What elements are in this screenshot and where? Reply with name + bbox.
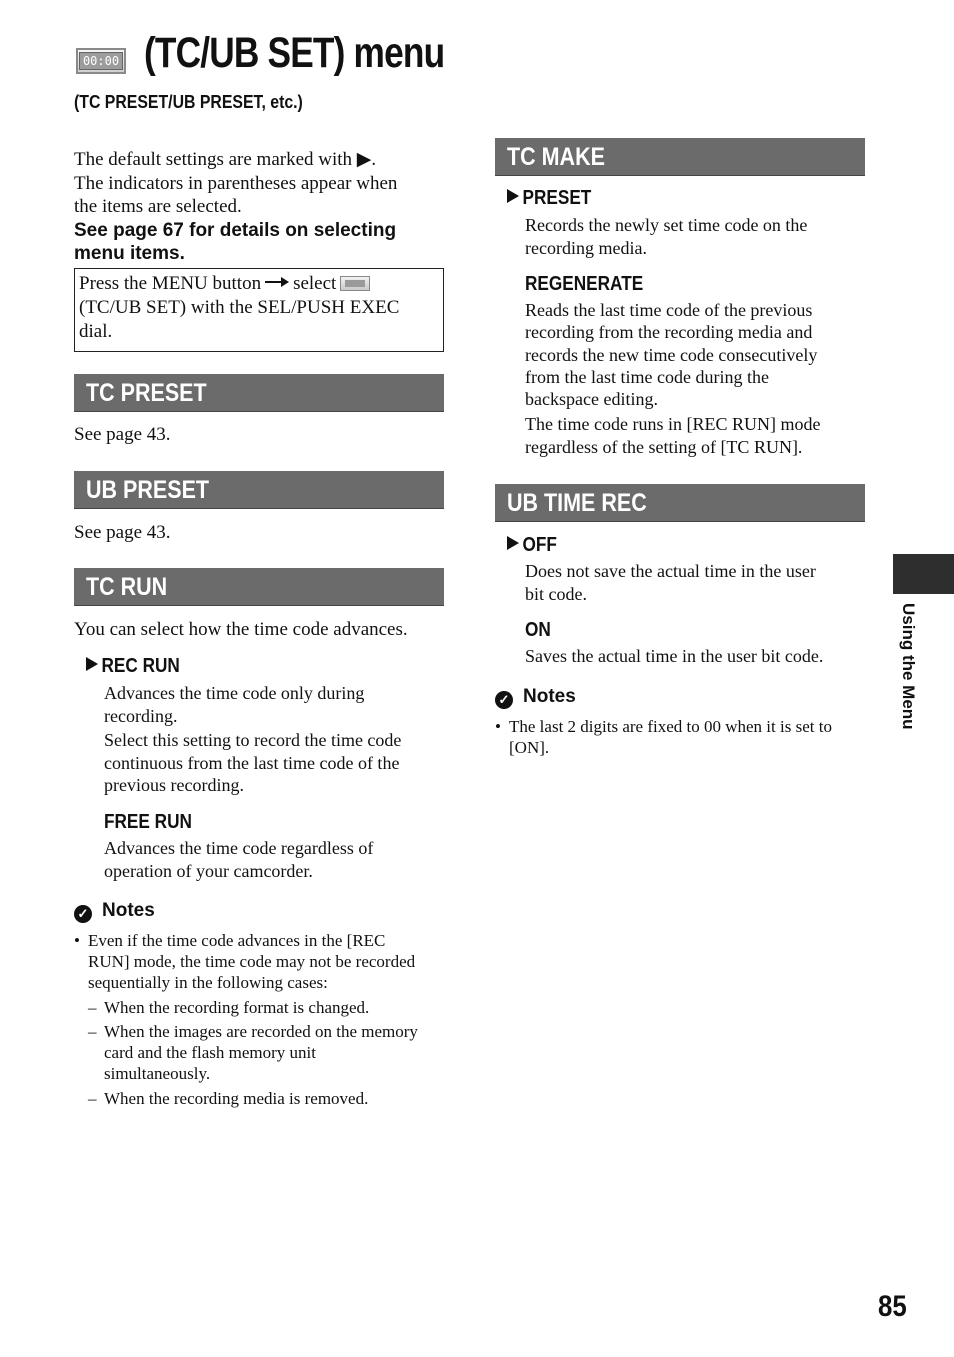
notes-icon: ✓: [495, 691, 513, 709]
on-description: Saves the actual time in the user bit code.: [525, 646, 824, 666]
ub-preset-text: See page 43.: [74, 522, 171, 543]
regenerate-description: Reads the last time code of the previous recording from the recording media and records the new time code consecutively from the last time code during the backspace editing. The time code runs in [REC RUN] mode regardless of the setting of [TC RUN].: [525, 300, 821, 457]
notes-icon: ✓: [74, 905, 92, 923]
option-rec-run: REC RUN: [86, 654, 180, 678]
option-preset: PRESET: [507, 186, 591, 210]
rec-run-description: Advances the time code only during recording. Select this setting to record the time code continuous from the last time code of the previous recording.: [104, 683, 402, 795]
see-page-reference: See page 67 for details on selecting menu items.: [74, 220, 397, 264]
section-header-tc-preset: TC PRESET: [74, 374, 444, 412]
off-description: Does not save the actual time in the user bit code.: [525, 561, 816, 604]
tc-run-intro: You can select how the time code advances.: [74, 619, 408, 640]
free-run-description: Advances the time code regardless of operation of your camcorder.: [104, 838, 374, 881]
procedure-box: Press the MENU button select (TC/UB SET) with the SEL/PUSH EXEC dial.: [74, 268, 444, 352]
option-regenerate: REGENERATE: [525, 273, 644, 295]
tc-preset-text: See page 43.: [74, 424, 171, 445]
arrow-right-icon: [265, 277, 289, 287]
default-marker-icon: [507, 189, 519, 203]
default-marker-icon: [507, 536, 519, 550]
page-subtitle: (TC PRESET/UB PRESET, etc.): [74, 92, 303, 112]
notes-heading: ✓ Notes: [495, 685, 576, 709]
preset-description: Records the newly set time code on the recording media.: [525, 215, 808, 258]
notes-heading: ✓ Notes: [74, 899, 155, 923]
chapter-tab-label: Using the Menu: [899, 603, 918, 730]
tc-ub-set-icon: 00:00: [76, 48, 126, 74]
option-on: ON: [525, 619, 551, 641]
option-free-run: FREE RUN: [104, 811, 192, 833]
section-header-tc-make: TC MAKE: [495, 138, 865, 176]
section-header-tc-run: TC RUN: [74, 568, 444, 606]
page-number: 85: [878, 1290, 907, 1323]
section-header-ub-time-rec: UB TIME REC: [495, 484, 865, 522]
page-title: (TC/UB SET) menu: [144, 29, 445, 77]
intro-text: The default settings are marked with ▶. The indicators in parentheses appear when the items are selected.: [74, 149, 398, 217]
tc-ub-set-small-icon: [340, 276, 370, 291]
default-marker-icon: [86, 657, 98, 671]
chapter-tab-marker: [893, 554, 954, 594]
option-off: OFF: [507, 533, 557, 557]
section-header-ub-preset: UB PRESET: [74, 471, 444, 509]
